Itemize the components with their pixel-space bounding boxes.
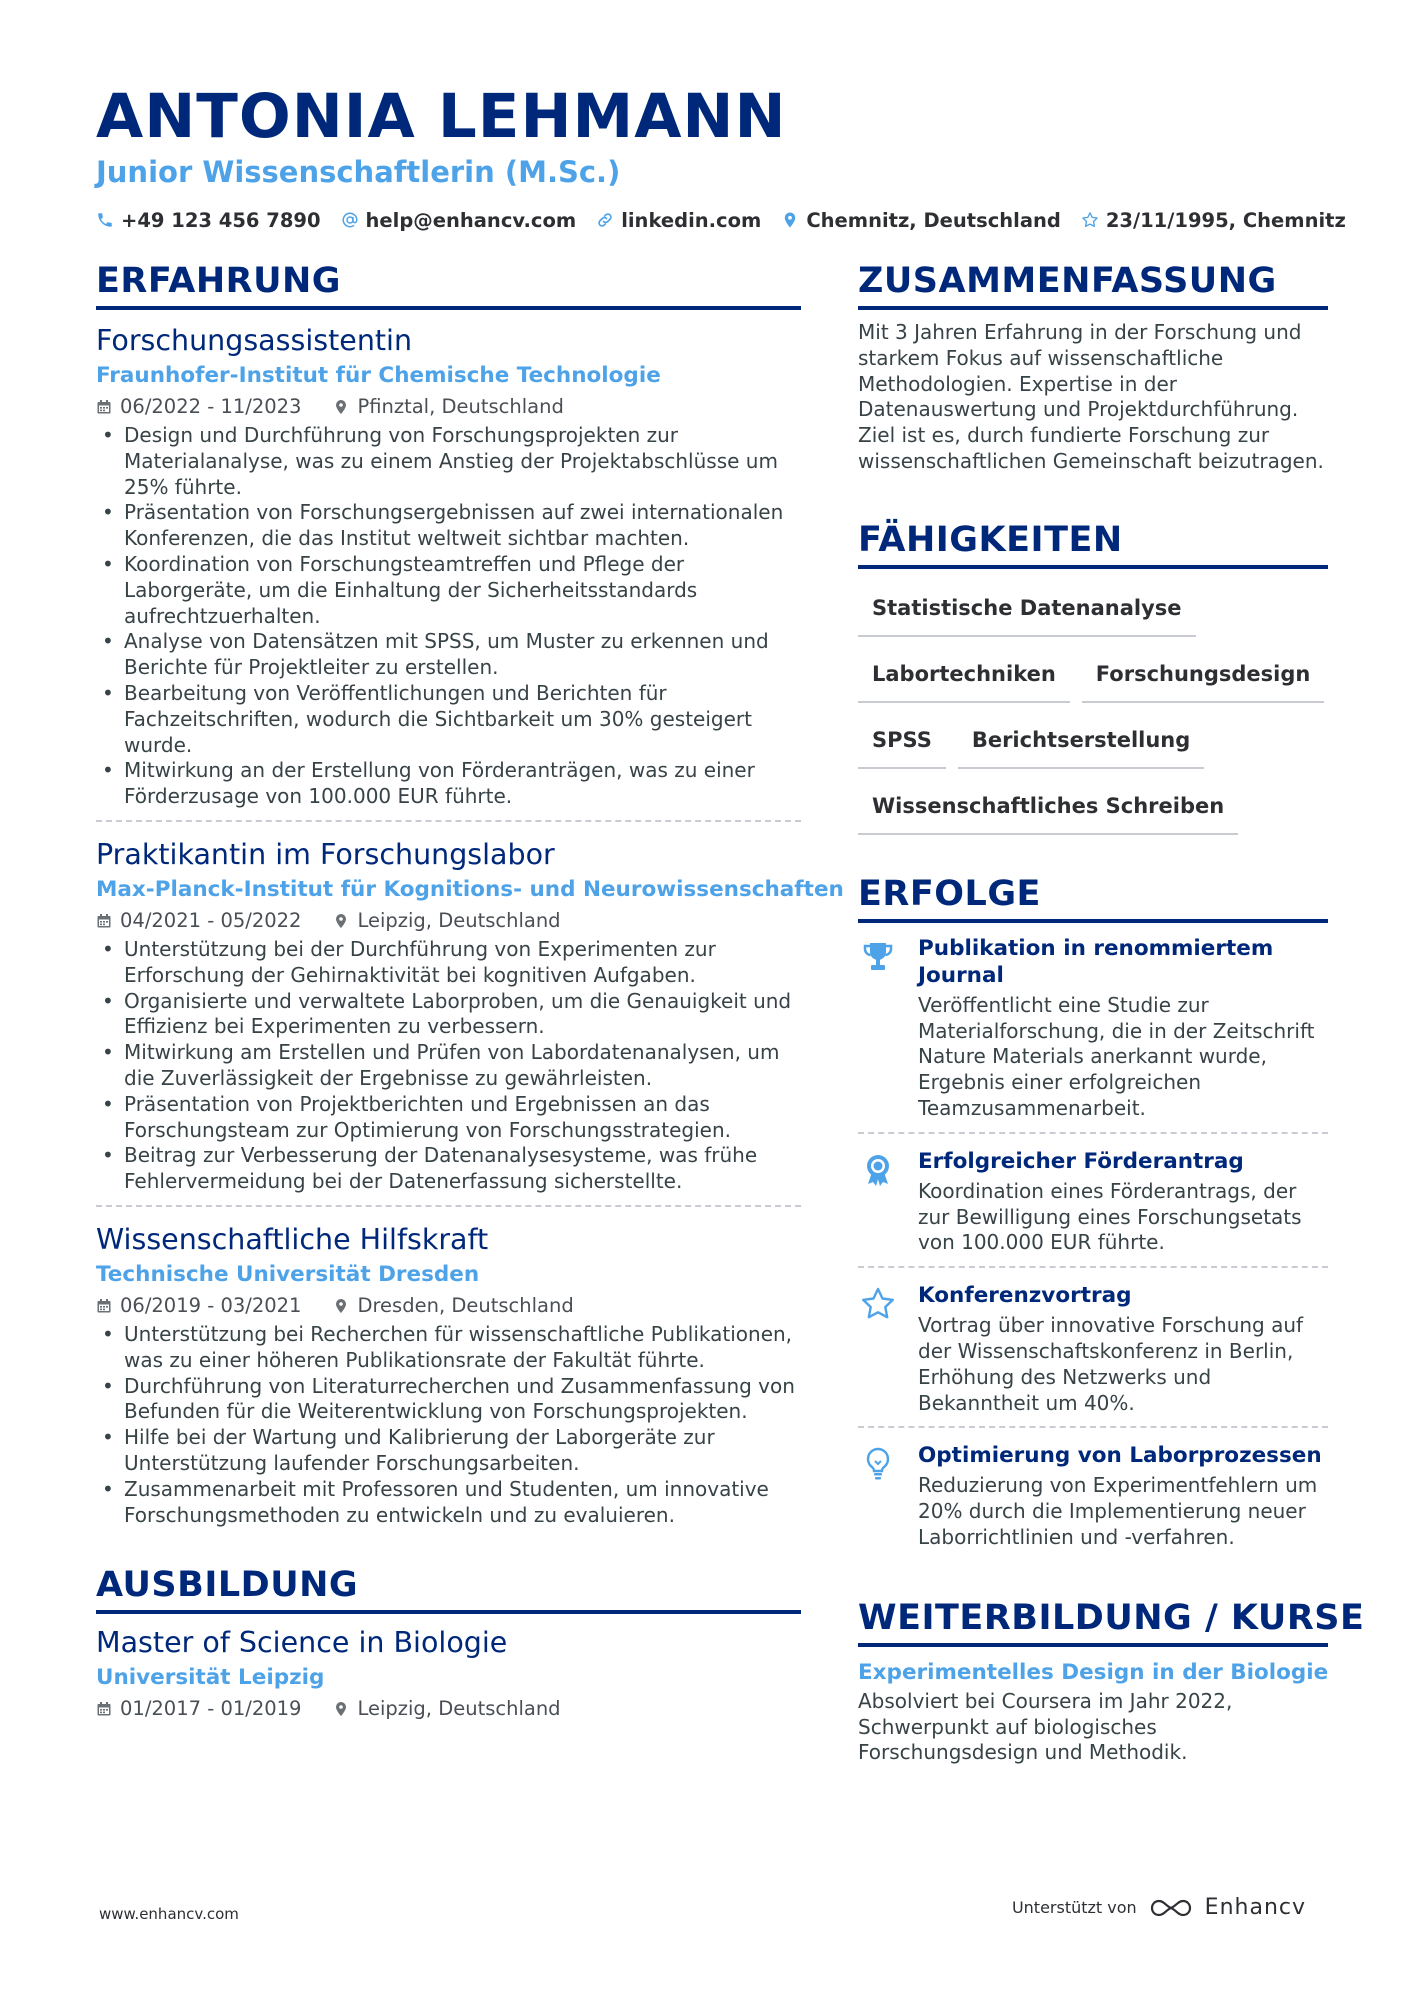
job-role: Praktikantin im Forschungslabor bbox=[96, 837, 555, 871]
experience-entry bbox=[96, 1221, 801, 1528]
courses-heading: WEITERBILDUNG / KURSE bbox=[858, 1595, 1328, 1647]
achievement-item bbox=[858, 1442, 1328, 1550]
job-dates bbox=[96, 906, 301, 936]
job-dates-text: 06/2019 - 03/2021 bbox=[120, 1293, 302, 1317]
brand-name: Enhancv bbox=[1204, 1895, 1306, 1920]
contact-email[interactable] bbox=[341, 209, 577, 232]
contact-location bbox=[781, 209, 1061, 232]
location-pin-icon bbox=[333, 1701, 349, 1717]
experience-entry bbox=[96, 322, 801, 810]
award-ribbon-icon bbox=[860, 1152, 896, 1188]
skill-tag: Berichtserstellung bbox=[958, 711, 1204, 769]
job-meta bbox=[96, 392, 801, 422]
candidate-name: ANTONIA LEHMANN bbox=[96, 81, 787, 152]
star-icon bbox=[1081, 211, 1099, 229]
job-dates-text: 06/2022 - 11/2023 bbox=[120, 395, 302, 418]
course-title: Experimentelles Design in der Biologie bbox=[858, 1659, 1329, 1685]
job-role: Forschungsassistentin bbox=[96, 324, 413, 357]
job-location-text: Dresden, Deutschland bbox=[357, 1293, 574, 1317]
job-meta bbox=[96, 906, 801, 936]
achievement-body bbox=[918, 1282, 1328, 1416]
achievement-body bbox=[918, 1148, 1328, 1256]
contact-email-text: help@enhancv.com bbox=[365, 208, 577, 232]
education-meta bbox=[96, 1694, 801, 1724]
bullet-item: • Analyse von Datensätzen mit SPSS, um Muster zu erkennen und Berichte für Projektleiter zu erstellen. bbox=[96, 629, 801, 681]
summary-section bbox=[858, 258, 1328, 475]
skill-tag: SPSS bbox=[858, 711, 946, 769]
summary-heading: ZUSAMMENFASSUNG bbox=[858, 258, 1328, 310]
contact-linkedin[interactable] bbox=[596, 209, 761, 232]
job-role: Wissenschaftliche Hilfskraft bbox=[96, 1222, 489, 1256]
entry-divider bbox=[858, 1266, 1328, 1268]
bullet-item: • Unterstützung bei der Durchführung von Experimenten zur Erforschung der Gehirnaktivität bei kognitiven Aufgaben. bbox=[96, 937, 801, 989]
experience-section bbox=[96, 258, 844, 1528]
education-location-text: Leipzig, Deutschland bbox=[357, 1697, 561, 1721]
achievement-icon-wrap bbox=[858, 1282, 898, 1416]
achievement-title: Konferenzvortrag bbox=[918, 1283, 1132, 1309]
contact-phone-text: +49 123 456 7890 bbox=[121, 208, 321, 232]
star-outline-icon bbox=[860, 1286, 896, 1322]
achievements-section bbox=[858, 871, 1328, 1551]
education-dates-text: 01/2017 - 01/2019 bbox=[120, 1697, 302, 1721]
education-heading: AUSBILDUNG bbox=[96, 1562, 801, 1614]
entry-divider bbox=[858, 1132, 1328, 1134]
achievement-icon-wrap bbox=[858, 935, 898, 1122]
education-section bbox=[96, 1562, 801, 1724]
calendar-icon bbox=[96, 913, 112, 929]
skill-tag: Wissenschaftliches Schreiben bbox=[858, 777, 1238, 835]
achievement-item bbox=[858, 935, 1328, 1122]
location-pin-icon bbox=[333, 1298, 349, 1314]
powered-by-text: Unterstützt von bbox=[1011, 1898, 1137, 1917]
courses-section bbox=[858, 1595, 1365, 1766]
contact-birth-text: 23/11/1995, Chemnitz bbox=[1105, 208, 1346, 232]
skills-list bbox=[858, 579, 1328, 835]
job-organization: Technische Universität Dresden bbox=[96, 1261, 480, 1287]
job-organization: Fraunhofer-Institut für Chemische Technologie bbox=[96, 363, 661, 388]
achievement-text: Vortrag über innovative Forschung auf der Wissenschaftskonferenz in Berlin, Erhöhung des Netzwerks und Bekanntheit um 40%. bbox=[918, 1313, 1304, 1415]
bullet-item: • Mitwirkung an der Erstellung von Förderanträgen, was zu einer Förderzusage von 100.000 EUR führte. bbox=[96, 758, 801, 810]
left-column bbox=[96, 258, 844, 1725]
bullet-item: • Mitwirkung am Erstellen und Prüfen von Labordatenanalysen, um die Zuverlässigkeit der Ergebnisse zu gewährleisten. bbox=[96, 1040, 801, 1092]
job-location bbox=[333, 1291, 573, 1321]
location-pin-icon bbox=[333, 399, 349, 415]
calendar-icon bbox=[96, 1298, 112, 1314]
location-pin-icon bbox=[333, 913, 349, 929]
experience-heading: ERFAHRUNG bbox=[96, 258, 801, 310]
footer-website[interactable]: www.enhancv.com bbox=[99, 1905, 239, 1923]
school-name: Universität Leipzig bbox=[96, 1665, 325, 1691]
bullet-item: • Bearbeitung von Veröffentlichungen und Berichten für Fachzeitschriften, wodurch die Sichtbarkeit um 30% gesteigert wurde. bbox=[96, 681, 801, 758]
job-location bbox=[333, 906, 560, 936]
degree-title: Master of Science in Biologie bbox=[96, 1626, 508, 1660]
bullet-item: • Präsentation von Projektberichten und Ergebnissen an das Forschungsteam zur Optimierung von Forschungsstrategien. bbox=[96, 1092, 801, 1144]
achievement-title: Erfolgreicher Förderantrag bbox=[918, 1148, 1244, 1174]
lightbulb-icon bbox=[860, 1446, 896, 1482]
contact-location-text: Chemnitz, Deutschland bbox=[806, 208, 1061, 232]
contact-linkedin-text: linkedin.com bbox=[621, 208, 762, 232]
achievement-text: Veröffentlicht eine Studie zur Materialforschung, die in der Zeitschrift Nature Materials anerkannt wurde, Ergebnis einer erfolgreichen Teamzusammenarbeit. bbox=[918, 992, 1315, 1120]
skills-section bbox=[858, 517, 1328, 835]
contact-phone[interactable] bbox=[96, 209, 321, 232]
contact-birth bbox=[1081, 209, 1346, 232]
footer-branding bbox=[1012, 1895, 1306, 1920]
contact-bar bbox=[96, 205, 1346, 235]
course-text: Absolviert bei Coursera im Jahr 2022, Schwerpunkt auf biologisches Forschungsdesign und Methodik. bbox=[858, 1688, 1233, 1765]
achievement-title: Publikation in renommiertem Journal bbox=[918, 935, 1274, 988]
job-dates bbox=[96, 392, 301, 422]
job-location-text: Pfinztal, Deutschland bbox=[357, 395, 564, 418]
achievement-body bbox=[918, 935, 1328, 1122]
enhancv-logo-icon bbox=[1149, 1897, 1193, 1919]
job-organization: Max-Planck-Institut für Kognitions- und Neurowissenschaften bbox=[96, 876, 844, 902]
job-location-text: Leipzig, Deutschland bbox=[357, 908, 561, 932]
bullet-item: • Hilfe bei der Wartung und Kalibrierung der Laborgeräte zur Unterstützung laufender Forschungsarbeiten. bbox=[96, 1425, 801, 1477]
right-column bbox=[858, 258, 1365, 1766]
summary-text: Mit 3 Jahren Erfahrung in der Forschung und starkem Fokus auf wissenschaftliche Methodologien. Expertise in der Datenauswertung und Projektdurchführung. Ziel ist es, durch fundierte Forschung zur wissenschaftlichen Gemeinschaft beizutragen. bbox=[858, 320, 1324, 473]
achievement-body bbox=[918, 1442, 1328, 1550]
bullet-item: • Durchführung von Literaturrecherchen und Zusammenfassung von Befunden für die Weiterentwicklung von Forschungsprojekten. bbox=[96, 1374, 801, 1426]
entry-divider bbox=[96, 1205, 801, 1207]
bullet-item: • Organisierte und verwaltete Laborproben, um die Genauigkeit und Effizienz bei Experimenten zu verbessern. bbox=[96, 989, 801, 1041]
achievement-icon-wrap bbox=[858, 1442, 898, 1550]
achievements-heading: ERFOLGE bbox=[858, 871, 1328, 923]
location-icon bbox=[781, 211, 799, 229]
achievement-title: Optimierung von Laborprozessen bbox=[918, 1443, 1322, 1469]
entry-divider bbox=[858, 1426, 1328, 1428]
bullet-item: • Design und Durchführung von Forschungsprojekten zur Materialanalyse, was zu einem Anstieg der Projektabschlüsse um 25% führte. bbox=[96, 423, 801, 500]
job-dates-text: 04/2021 - 05/2022 bbox=[120, 908, 302, 932]
achievement-icon-wrap bbox=[858, 1148, 898, 1256]
phone-icon bbox=[96, 211, 114, 229]
bullet-item: • Koordination von Forschungsteamtreffen und Pflege der Laborgeräte, um die Einhaltung der Sicherheitsstandards aufrechtzuerhalten. bbox=[96, 552, 801, 629]
bullet-item: • Präsentation von Forschungsergebnissen auf zwei internationalen Konferenzen, die das Institut weltweit sichtbar machten. bbox=[96, 500, 801, 552]
education-location bbox=[333, 1694, 560, 1724]
experience-entry bbox=[96, 836, 844, 1195]
job-bullets bbox=[96, 1322, 801, 1528]
job-bullets bbox=[96, 937, 801, 1195]
skill-tag: Statistische Datenanalyse bbox=[858, 579, 1196, 637]
education-dates bbox=[96, 1694, 301, 1724]
job-dates bbox=[96, 1291, 301, 1321]
job-meta bbox=[96, 1291, 801, 1321]
achievement-item bbox=[858, 1148, 1328, 1256]
bullet-item: • Beitrag zur Verbesserung der Datenanalysesysteme, was frühe Fehlervermeidung bei der Datenerfassung sicherstellte. bbox=[96, 1143, 801, 1195]
job-location bbox=[333, 392, 563, 422]
trophy-icon bbox=[860, 939, 896, 975]
education-entry bbox=[96, 1624, 801, 1724]
skill-tag: Labortechniken bbox=[858, 645, 1070, 703]
achievement-text: Koordination eines Förderantrags, der zur Bewilligung eines Forschungsetats von 100.000 EUR führte. bbox=[918, 1178, 1302, 1255]
entry-divider bbox=[96, 820, 801, 822]
candidate-title: Junior Wissenschaftlerin (M.Sc.) bbox=[96, 155, 621, 189]
skill-tag: Forschungsdesign bbox=[1082, 645, 1325, 703]
bullet-item: • Zusammenarbeit mit Professoren und Studenten, um innovative Forschungsmethoden zu entwickeln und zu evaluieren. bbox=[96, 1477, 801, 1529]
at-icon bbox=[341, 211, 359, 229]
achievement-text: Reduzierung von Experimentfehlern um 20% durch die Implementierung neuer Laborrichtlinien und -verfahren. bbox=[918, 1473, 1318, 1549]
achievement-item bbox=[858, 1282, 1328, 1416]
skills-heading: FÄHIGKEITEN bbox=[858, 517, 1328, 569]
bullet-item: • Unterstützung bei Recherchen für wissenschaftliche Publikationen, was zu einer höheren Publikationsrate der Fakultät führte. bbox=[96, 1322, 801, 1374]
link-icon bbox=[596, 211, 614, 229]
job-bullets bbox=[96, 423, 801, 810]
calendar-icon bbox=[96, 1701, 112, 1717]
calendar-icon bbox=[96, 399, 112, 415]
